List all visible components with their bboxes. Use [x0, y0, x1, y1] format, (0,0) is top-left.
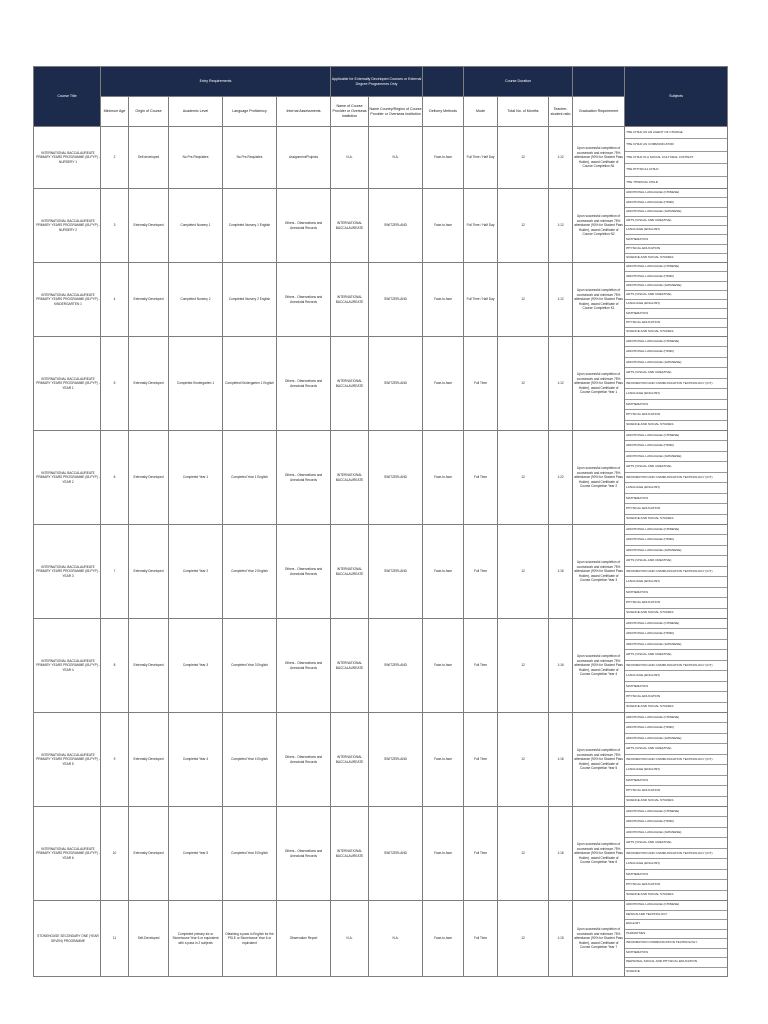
cell-country-region: SWITZERLAND: [369, 189, 423, 263]
cell-internal-assessment: Others - Observations and Anecdotal Records: [277, 337, 331, 431]
header-internal-assessments: Internal Assessments: [277, 97, 331, 127]
subject-item: ADDITIONAL LANGUAGE (JAPANESE): [625, 452, 727, 462]
cell-provider: INTERNATIONAL BACCALAUREATE: [331, 713, 369, 807]
subject-item: SCIENCE: [626, 968, 640, 973]
cell-academic-level: Completed Year 1: [169, 431, 223, 525]
subject-item: SCIENCE AND SOCIAL STUDIES: [626, 610, 674, 615]
subject-item: DESIGN AND TECHNOLOGY: [625, 911, 727, 921]
subject-item: SCIENCE AND SOCIAL STUDIES: [626, 422, 674, 427]
subject-item: ADDITIONAL LANGUAGE (HINDI): [625, 441, 727, 451]
cell-origin-of-course: Self-developed: [129, 127, 169, 189]
subject-item: ADDITIONAL LANGUAGE (CHINESE): [625, 337, 727, 347]
cell-total-months: 12: [498, 619, 549, 713]
cell-country-region: N.A.: [369, 127, 423, 189]
cell-course-title: STONEHOUSE SECONDARY ONE (YEAR SEVEN) PROGRAMME: [34, 901, 101, 977]
cell-minimum-age: 5: [101, 337, 129, 431]
subject-item: ADDITIONAL LANGUAGE (JAPANESE): [625, 282, 727, 291]
subject-list: [625, 263, 727, 336]
cell-graduation-requirement: Upon successful completion of coursework and minimum 75% attendance (90% for Student Pass Holder), award Certificate of Course Completion Year 3: [573, 525, 625, 619]
subject-item: LANGUAGE (ENGLISH): [625, 577, 727, 587]
cell-subjects: [625, 127, 728, 189]
cell-total-months: 12: [498, 337, 549, 431]
subject-item: THE PHYSICAL CHILD: [625, 164, 727, 176]
cell-delivery-method: Face-to-face: [423, 189, 464, 263]
cell-ratio: 1:12: [549, 263, 573, 337]
cell-subjects: [625, 337, 728, 431]
subject-item: LANGUAGE (ENGLISH): [625, 226, 727, 235]
subject-item: PHYSICAL EDUCATION: [625, 598, 727, 608]
cell-language-proficiency: Completed Year 2 English: [223, 525, 277, 619]
table-row: [34, 127, 728, 189]
header-teacher-student-ratio: Teacher-student ratio: [549, 97, 573, 127]
subject-item: INFORMATION COMMUNICATION TECHNOLOGY: [625, 939, 727, 949]
cell-graduation-requirement: Upon successful completion of coursework and minimum 75% attendance (90% for Student Pass Holder), award Certificate of Course Completion K1: [573, 263, 625, 337]
cell-subjects: [625, 901, 728, 977]
cell-mode: Full Time / Half Day: [464, 189, 498, 263]
cell-country-region: SWITZERLAND: [369, 807, 423, 901]
cell-internal-assessment: Others - Observations and Anecdotal Records: [277, 807, 331, 901]
cell-graduation-requirement: Upon successful completion of coursework and minimum 75% attendance (90% for Student Pass Holder), award Certificate of Course Completion N2: [573, 189, 625, 263]
subject-item: ARTS (VISUAL AND CREATIVE): [625, 217, 727, 226]
table-body: [34, 127, 728, 977]
subject-item: ARTS (VISUAL AND CREATIVE): [625, 291, 727, 300]
cell-subjects: [625, 525, 728, 619]
subject-item: THE CHILD IN A SOCIAL CULTURAL CONTEXT: [625, 152, 727, 164]
cell-academic-level: Completed Kindergarten 1: [169, 337, 223, 431]
subject-item: INFORMATION AND COMMUNICATION TECHNOLOGY (ICT): [625, 661, 727, 671]
cell-provider: INTERNATIONAL BACCALAUREATE: [331, 807, 369, 901]
cell-course-title: INTERNATIONAL BACCALAUREATE PRIMARY YEARS PROGRAMME (IB-PYP) - YEAR 2: [34, 431, 101, 525]
subject-item: THE CHILD AS AN AGENT OF CHANGE: [625, 127, 727, 139]
subject-item: ADDITIONAL LANGUAGE (JAPANESE): [625, 546, 727, 556]
cell-total-months: 12: [498, 525, 549, 619]
header-course-duration: Course Duration: [464, 67, 573, 97]
cell-internal-assessment: Others - Observations and Anecdotal Records: [277, 431, 331, 525]
subject-item: PERSONAL SOCIAL AND PHYSICAL EDUCATION: [625, 958, 727, 968]
subject-item: ARTS (VISUAL AND CREATIVE): [625, 462, 727, 472]
cell-ratio: 1:12: [549, 127, 573, 189]
subject-item: SCIENCE AND SOCIAL STUDIES: [626, 798, 674, 803]
cell-course-title: INTERNATIONAL BACCALAUREATE PRIMARY YEARS PROGRAMME (IB-PYP) - YEAR 1: [34, 337, 101, 431]
cell-internal-assessment: Others - Observations and Anecdotal Records: [277, 189, 331, 263]
subject-item: ENGLISH: [625, 920, 727, 930]
cell-mode: Full Time: [464, 619, 498, 713]
subject-item: MATHEMATICS: [625, 400, 727, 410]
cell-language-proficiency: Completed Year 5 English: [223, 807, 277, 901]
cell-subjects: [625, 713, 728, 807]
subject-item: SCIENCE AND SOCIAL STUDIES: [626, 516, 674, 521]
header-origin-of-course: Origin of Course: [129, 97, 169, 127]
subject-list: [625, 525, 727, 618]
cell-course-title: INTERNATIONAL BACCALAUREATE PRIMARY YEARS PROGRAMME (IB-PYP) - YEAR 6: [34, 807, 101, 901]
subject-item: ADDITIONAL LANGUAGE (HINDI): [625, 723, 727, 733]
table-row: [34, 807, 728, 901]
cell-language-proficiency: Completed Nursery 2 English: [223, 263, 277, 337]
subject-item: ADDITIONAL LANGUAGE (HINDI): [625, 535, 727, 545]
cell-delivery-method: Face-to-face: [423, 337, 464, 431]
subject-item: MATHEMATICS: [625, 870, 727, 880]
cell-internal-assessment: Assignment/Projects: [277, 127, 331, 189]
subject-list: [625, 619, 727, 712]
cell-ratio: 1:15: [549, 901, 573, 977]
cell-subjects: [625, 263, 728, 337]
subject-list: [625, 901, 727, 976]
header-graduation-requirement: Graduation Requirement: [573, 97, 625, 127]
cell-delivery-method: Face-to-face: [423, 263, 464, 337]
subject-item: ARTS (VISUAL AND CREATIVE): [625, 650, 727, 660]
subject-item: LANGUAGE (ENGLISH): [625, 483, 727, 493]
cell-language-proficiency: Completed Year 3 English: [223, 619, 277, 713]
subject-item: PHYSICAL EDUCATION: [625, 504, 727, 514]
subject-item: ADDITIONAL LANGUAGE (CHINESE): [625, 525, 727, 535]
cell-ratio: 1:16: [549, 807, 573, 901]
cell-graduation-requirement: Upon successful completion of coursework and minimum 75% attendance (90% for Student Pass Holder), award Certificate of Course Completion Year 6: [573, 807, 625, 901]
cell-minimum-age: 4: [101, 263, 129, 337]
cell-origin-of-course: Externally Developed: [129, 189, 169, 263]
subject-item: SCIENCE AND SOCIAL STUDIES: [626, 704, 674, 709]
cell-provider: N.A.: [331, 127, 369, 189]
subject-item: ADDITIONAL LANGUAGE (HINDI): [625, 629, 727, 639]
table-row: [34, 713, 728, 807]
subject-list: [625, 713, 727, 806]
cell-minimum-age: 11: [101, 901, 129, 977]
cell-country-region: SWITZERLAND: [369, 431, 423, 525]
cell-total-months: 12: [498, 807, 549, 901]
cell-country-region: SWITZERLAND: [369, 525, 423, 619]
table-row: [34, 263, 728, 337]
cell-subjects: [625, 619, 728, 713]
subject-item: LANGUAGE (ENGLISH): [625, 300, 727, 309]
cell-mode: Full Time: [464, 807, 498, 901]
cell-provider: INTERNATIONAL BACCALAUREATE: [331, 619, 369, 713]
subject-item: LANGUAGE (ENGLISH): [625, 671, 727, 681]
subject-item: MATHEMATICS: [625, 682, 727, 692]
subject-list: [625, 189, 727, 262]
subject-item: MATHEMATICS: [625, 949, 727, 959]
cell-subjects: [625, 189, 728, 263]
cell-country-region: N.A.: [369, 901, 423, 977]
cell-language-proficiency: Completed Kindergarten 1 English: [223, 337, 277, 431]
cell-minimum-age: 3: [101, 189, 129, 263]
subject-item: MATHEMATICS: [625, 776, 727, 786]
subject-item: ADDITIONAL LANGUAGE (HINDI): [625, 347, 727, 357]
subject-item: ADDITIONAL LANGUAGE (CHINESE): [625, 713, 727, 723]
cell-internal-assessment: Others - Observations and Anecdotal Records: [277, 263, 331, 337]
header-academic-level: Academic Level: [169, 97, 223, 127]
cell-provider: INTERNATIONAL BACCALAUREATE: [331, 189, 369, 263]
subject-item: ADDITIONAL LANGUAGE (CHINESE): [625, 619, 727, 629]
header-subjects: Subjects: [625, 67, 728, 127]
cell-ratio: 1:12: [549, 337, 573, 431]
cell-provider: INTERNATIONAL BACCALAUREATE: [331, 525, 369, 619]
cell-mode: Full Time: [464, 901, 498, 977]
cell-course-title: INTERNATIONAL BACCALAUREATE PRIMARY YEARS PROGRAMME (IB-PYP) - YEAR 4: [34, 619, 101, 713]
subject-item: SCIENCE AND SOCIAL STUDIES: [626, 892, 674, 897]
cell-language-proficiency: Completed Nursery 1 English: [223, 189, 277, 263]
cell-total-months: 12: [498, 713, 549, 807]
cell-origin-of-course: Externally Developed: [129, 525, 169, 619]
cell-minimum-age: 10: [101, 807, 129, 901]
subject-item: LANGUAGE (ENGLISH): [625, 389, 727, 399]
table-row: [34, 431, 728, 525]
cell-ratio: 1:16: [549, 619, 573, 713]
subject-item: ADDITIONAL LANGUAGE (JAPANESE): [625, 358, 727, 368]
header-mode: Mode: [464, 97, 498, 127]
subject-item: INFORMATION AND COMMUNICATION TECHNOLOGY (ICT): [625, 473, 727, 483]
cell-academic-level: Completed primary six or Stonehouse Year 6 or equivalent with a pass in 2 subjects: [169, 901, 223, 977]
cell-total-months: 12: [498, 263, 549, 337]
subject-item: INFORMATION AND COMMUNICATION TECHNOLOGY (ICT): [625, 849, 727, 859]
cell-graduation-requirement: Upon successful completion of coursework and minimum 75% attendance (90% for Student Pass Holder), award Certificate of Course Completion Year 2: [573, 431, 625, 525]
cell-total-months: 12: [498, 127, 549, 189]
subject-item: ADDITIONAL LANGUAGE (HINDI): [625, 817, 727, 827]
subject-list: [625, 337, 727, 430]
subject-item: ADDITIONAL LANGUAGE (HINDI): [625, 198, 727, 207]
cell-internal-assessment: Others - Observations and Anecdotal Records: [277, 619, 331, 713]
cell-country-region: SWITZERLAND: [369, 263, 423, 337]
subject-item: SCIENCE AND SOCIAL STUDIES: [626, 255, 674, 260]
subject-item: ARTS (VISUAL AND CREATIVE): [625, 368, 727, 378]
cell-origin-of-course: Externally Developed: [129, 619, 169, 713]
subject-item: ADDITIONAL LANGUAGE (HINDI): [625, 272, 727, 281]
cell-mode: Full Time: [464, 713, 498, 807]
subject-list: [625, 807, 727, 900]
cell-provider: INTERNATIONAL BACCALAUREATE: [331, 263, 369, 337]
cell-ratio: 1:22: [549, 431, 573, 525]
cell-language-proficiency: Completed Year 1 English: [223, 431, 277, 525]
cell-delivery-method: Face-to-face: [423, 127, 464, 189]
subject-item: ADDITIONAL LANGUAGE (JAPANESE): [625, 828, 727, 838]
cell-course-title: INTERNATIONAL BACCALAUREATE PRIMARY YEARS PROGRAMME (IB-PYP) - NURSERY 2: [34, 189, 101, 263]
header-entry-requirements: Entry Requirements: [101, 67, 331, 97]
cell-origin-of-course: Externally Developed: [129, 713, 169, 807]
cell-academic-level: Completed Year 2: [169, 525, 223, 619]
cell-language-proficiency: Completed Year 4 English: [223, 713, 277, 807]
subject-item: MATHEMATICS: [625, 494, 727, 504]
cell-provider: N.A.: [331, 901, 369, 977]
subject-item: ADDITIONAL LANGUAGE (CHINESE): [625, 189, 727, 198]
cell-minimum-age: 7: [101, 525, 129, 619]
subject-list: [625, 431, 727, 524]
subject-item: LANGUAGE (ENGLISH): [625, 765, 727, 775]
subject-item: PHYSICAL EDUCATION: [625, 692, 727, 702]
cell-language-proficiency: No Pre-Requisites: [223, 127, 277, 189]
cell-ratio: 1:16: [549, 713, 573, 807]
course-table: [33, 66, 728, 977]
cell-minimum-age: 9: [101, 713, 129, 807]
subject-item: MATHEMATICS: [625, 235, 727, 244]
cell-provider: INTERNATIONAL BACCALAUREATE: [331, 431, 369, 525]
subject-item: PHYSICAL EDUCATION: [625, 880, 727, 890]
cell-graduation-requirement: Upon successful completion of coursework and minimum 75% attendance (90% for Student Pass Holder), award Certificate of Course Completion Year 7: [573, 901, 625, 977]
cell-mode: Full Time / Half Day: [464, 263, 498, 337]
subject-item: PHYSICAL EDUCATION: [625, 410, 727, 420]
header-blank-b: [573, 67, 625, 97]
subject-item: PHYSICAL EDUCATION: [625, 786, 727, 796]
cell-total-months: 12: [498, 189, 549, 263]
subject-item: ARTS (VISUAL AND CREATIVE): [625, 556, 727, 566]
cell-course-title: INTERNATIONAL BACCALAUREATE PRIMARY YEARS PROGRAMME (IB-PYP) - NURSERY 1: [34, 127, 101, 189]
cell-graduation-requirement: Upon successful completion of coursework and minimum 75% attendance (90% for Student Pass Holder), award Certificate of Course Completion Year 5: [573, 713, 625, 807]
cell-course-title: INTERNATIONAL BACCALAUREATE PRIMARY YEARS PROGRAMME (IB-PYP) - YEAR 5: [34, 713, 101, 807]
cell-delivery-method: Face-to-face: [423, 807, 464, 901]
cell-delivery-method: Face-to-face: [423, 525, 464, 619]
table-row: [34, 189, 728, 263]
cell-academic-level: Completed Nursery 2: [169, 263, 223, 337]
subject-item: PHYSICAL EDUCATION: [625, 245, 727, 254]
cell-mode: Full Time: [464, 431, 498, 525]
header-name-country-region: Name Country/Region of Course Provider or Overseas Institution: [369, 97, 423, 127]
subject-item: INFORMATION AND COMMUNICATION TECHNOLOGY (ICT): [625, 379, 727, 389]
cell-graduation-requirement: Upon successful completion of coursework and minimum 75% attendance (90% for Student Pass Holder), award Certificate of Course Completion Year 4: [573, 619, 625, 713]
cell-course-title: INTERNATIONAL BACCALAUREATE PRIMARY YEARS PROGRAMME (IB-PYP) - YEAR 3: [34, 525, 101, 619]
subject-item: ADDITIONAL LANGUAGE (CHINESE): [625, 901, 727, 911]
cell-country-region: SWITZERLAND: [369, 337, 423, 431]
cell-minimum-age: 8: [101, 619, 129, 713]
cell-academic-level: Completed Nursery 1: [169, 189, 223, 263]
subject-item: HUMANITIES: [625, 930, 727, 940]
subject-item: ADDITIONAL LANGUAGE (JAPANESE): [625, 734, 727, 744]
table-row: [34, 525, 728, 619]
cell-minimum-age: 6: [101, 431, 129, 525]
subject-item: ADDITIONAL LANGUAGE (CHINESE): [625, 807, 727, 817]
cell-origin-of-course: Externally Developed: [129, 807, 169, 901]
cell-internal-assessment: Observation Report: [277, 901, 331, 977]
cell-mode: Full Time: [464, 525, 498, 619]
cell-graduation-requirement: Upon successful completion of coursework and minimum 75% attendance (90% for Student Pass Holder), award Certificate of Course Completion N1: [573, 127, 625, 189]
header-applicable-external: Applicable for Externally Developed Courses or External Degree Programmes Only: [331, 67, 423, 97]
header-delivery-methods: Delivery Methods: [423, 97, 464, 127]
cell-origin-of-course: Externally Developed: [129, 263, 169, 337]
cell-mode: Full Time: [464, 337, 498, 431]
cell-provider: INTERNATIONAL BACCALAUREATE: [331, 337, 369, 431]
subject-item: INFORMATION AND COMMUNICATION TECHNOLOGY (ICT): [625, 755, 727, 765]
cell-mode: Full Time / Half Day: [464, 127, 498, 189]
cell-minimum-age: 2: [101, 127, 129, 189]
cell-course-title: INTERNATIONAL BACCALAUREATE PRIMARY YEARS PROGRAMME (IB-PYP) - KINDERGARTEN 1: [34, 263, 101, 337]
header-course-title: Course Title: [34, 67, 101, 127]
subject-item: LANGUAGE (ENGLISH): [625, 859, 727, 869]
cell-delivery-method: Face-to-face: [423, 431, 464, 525]
header-minimum-age: Minimum Age: [101, 97, 129, 127]
subject-item: ARTS (VISUAL AND CREATIVE): [625, 838, 727, 848]
subject-item: ADDITIONAL LANGUAGE (JAPANESE): [625, 640, 727, 650]
subject-list: [625, 127, 727, 188]
subject-item: ADDITIONAL LANGUAGE (CHINESE): [625, 263, 727, 272]
cell-delivery-method: Face-to-face: [423, 901, 464, 977]
subject-item: INFORMATION AND COMMUNICATION TECHNOLOGY (ICT): [625, 567, 727, 577]
cell-origin-of-course: Self-Developed: [129, 901, 169, 977]
cell-total-months: 12: [498, 431, 549, 525]
cell-delivery-method: Face-to-face: [423, 619, 464, 713]
header-language-proficiency: Language Proficiency: [223, 97, 277, 127]
cell-academic-level: Completed Year 4: [169, 713, 223, 807]
table-row: [34, 901, 728, 977]
cell-delivery-method: Face-to-face: [423, 713, 464, 807]
subject-item: ARTS (VISUAL AND CREATIVE): [625, 744, 727, 754]
cell-internal-assessment: Others - Observations and Anecdotal Records: [277, 525, 331, 619]
subject-item: ADDITIONAL LANGUAGE (CHINESE): [625, 431, 727, 441]
cell-academic-level: Completed Year 3: [169, 619, 223, 713]
cell-subjects: [625, 807, 728, 901]
cell-graduation-requirement: Upon successful completion of coursework and minimum 75% attendance (90% for Student Pass Holder), award Certificate of Course Completion Year 1: [573, 337, 625, 431]
cell-ratio: 1:16: [549, 525, 573, 619]
cell-ratio: 1:12: [549, 189, 573, 263]
cell-academic-level: Completed Year 5: [169, 807, 223, 901]
cell-country-region: SWITZERLAND: [369, 619, 423, 713]
table-row: [34, 337, 728, 431]
table-row: [34, 619, 728, 713]
cell-country-region: SWITZERLAND: [369, 713, 423, 807]
cell-subjects: [625, 431, 728, 525]
subject-item: SCIENCE AND SOCIAL STUDIES: [626, 329, 674, 334]
cell-internal-assessment: Others - Observations and Anecdotal Records: [277, 713, 331, 807]
subject-item: ADDITIONAL LANGUAGE (JAPANESE): [625, 208, 727, 217]
subject-item: THE THINKING CHILD: [626, 179, 658, 184]
header-name-of-provider: Name of Course Provider or Overseas Institution: [331, 97, 369, 127]
cell-origin-of-course: Externally Developed: [129, 431, 169, 525]
header-blank-a: [423, 67, 464, 97]
cell-academic-level: No Pre-Requisites: [169, 127, 223, 189]
subject-item: THE CHILD AS COMMUNICATOR: [625, 139, 727, 151]
cell-total-months: 12: [498, 901, 549, 977]
header-total-months: Total No. of Months: [498, 97, 549, 127]
subject-item: MATHEMATICS: [625, 588, 727, 598]
cell-origin-of-course: Externally Developed: [129, 337, 169, 431]
cell-language-proficiency: Obtaining a pass in English for the PSLE or Stonehouse Year 6 or equivalent: [223, 901, 277, 977]
subject-item: PHYSICAL EDUCATION: [625, 319, 727, 328]
subject-item: MATHEMATICS: [625, 309, 727, 318]
